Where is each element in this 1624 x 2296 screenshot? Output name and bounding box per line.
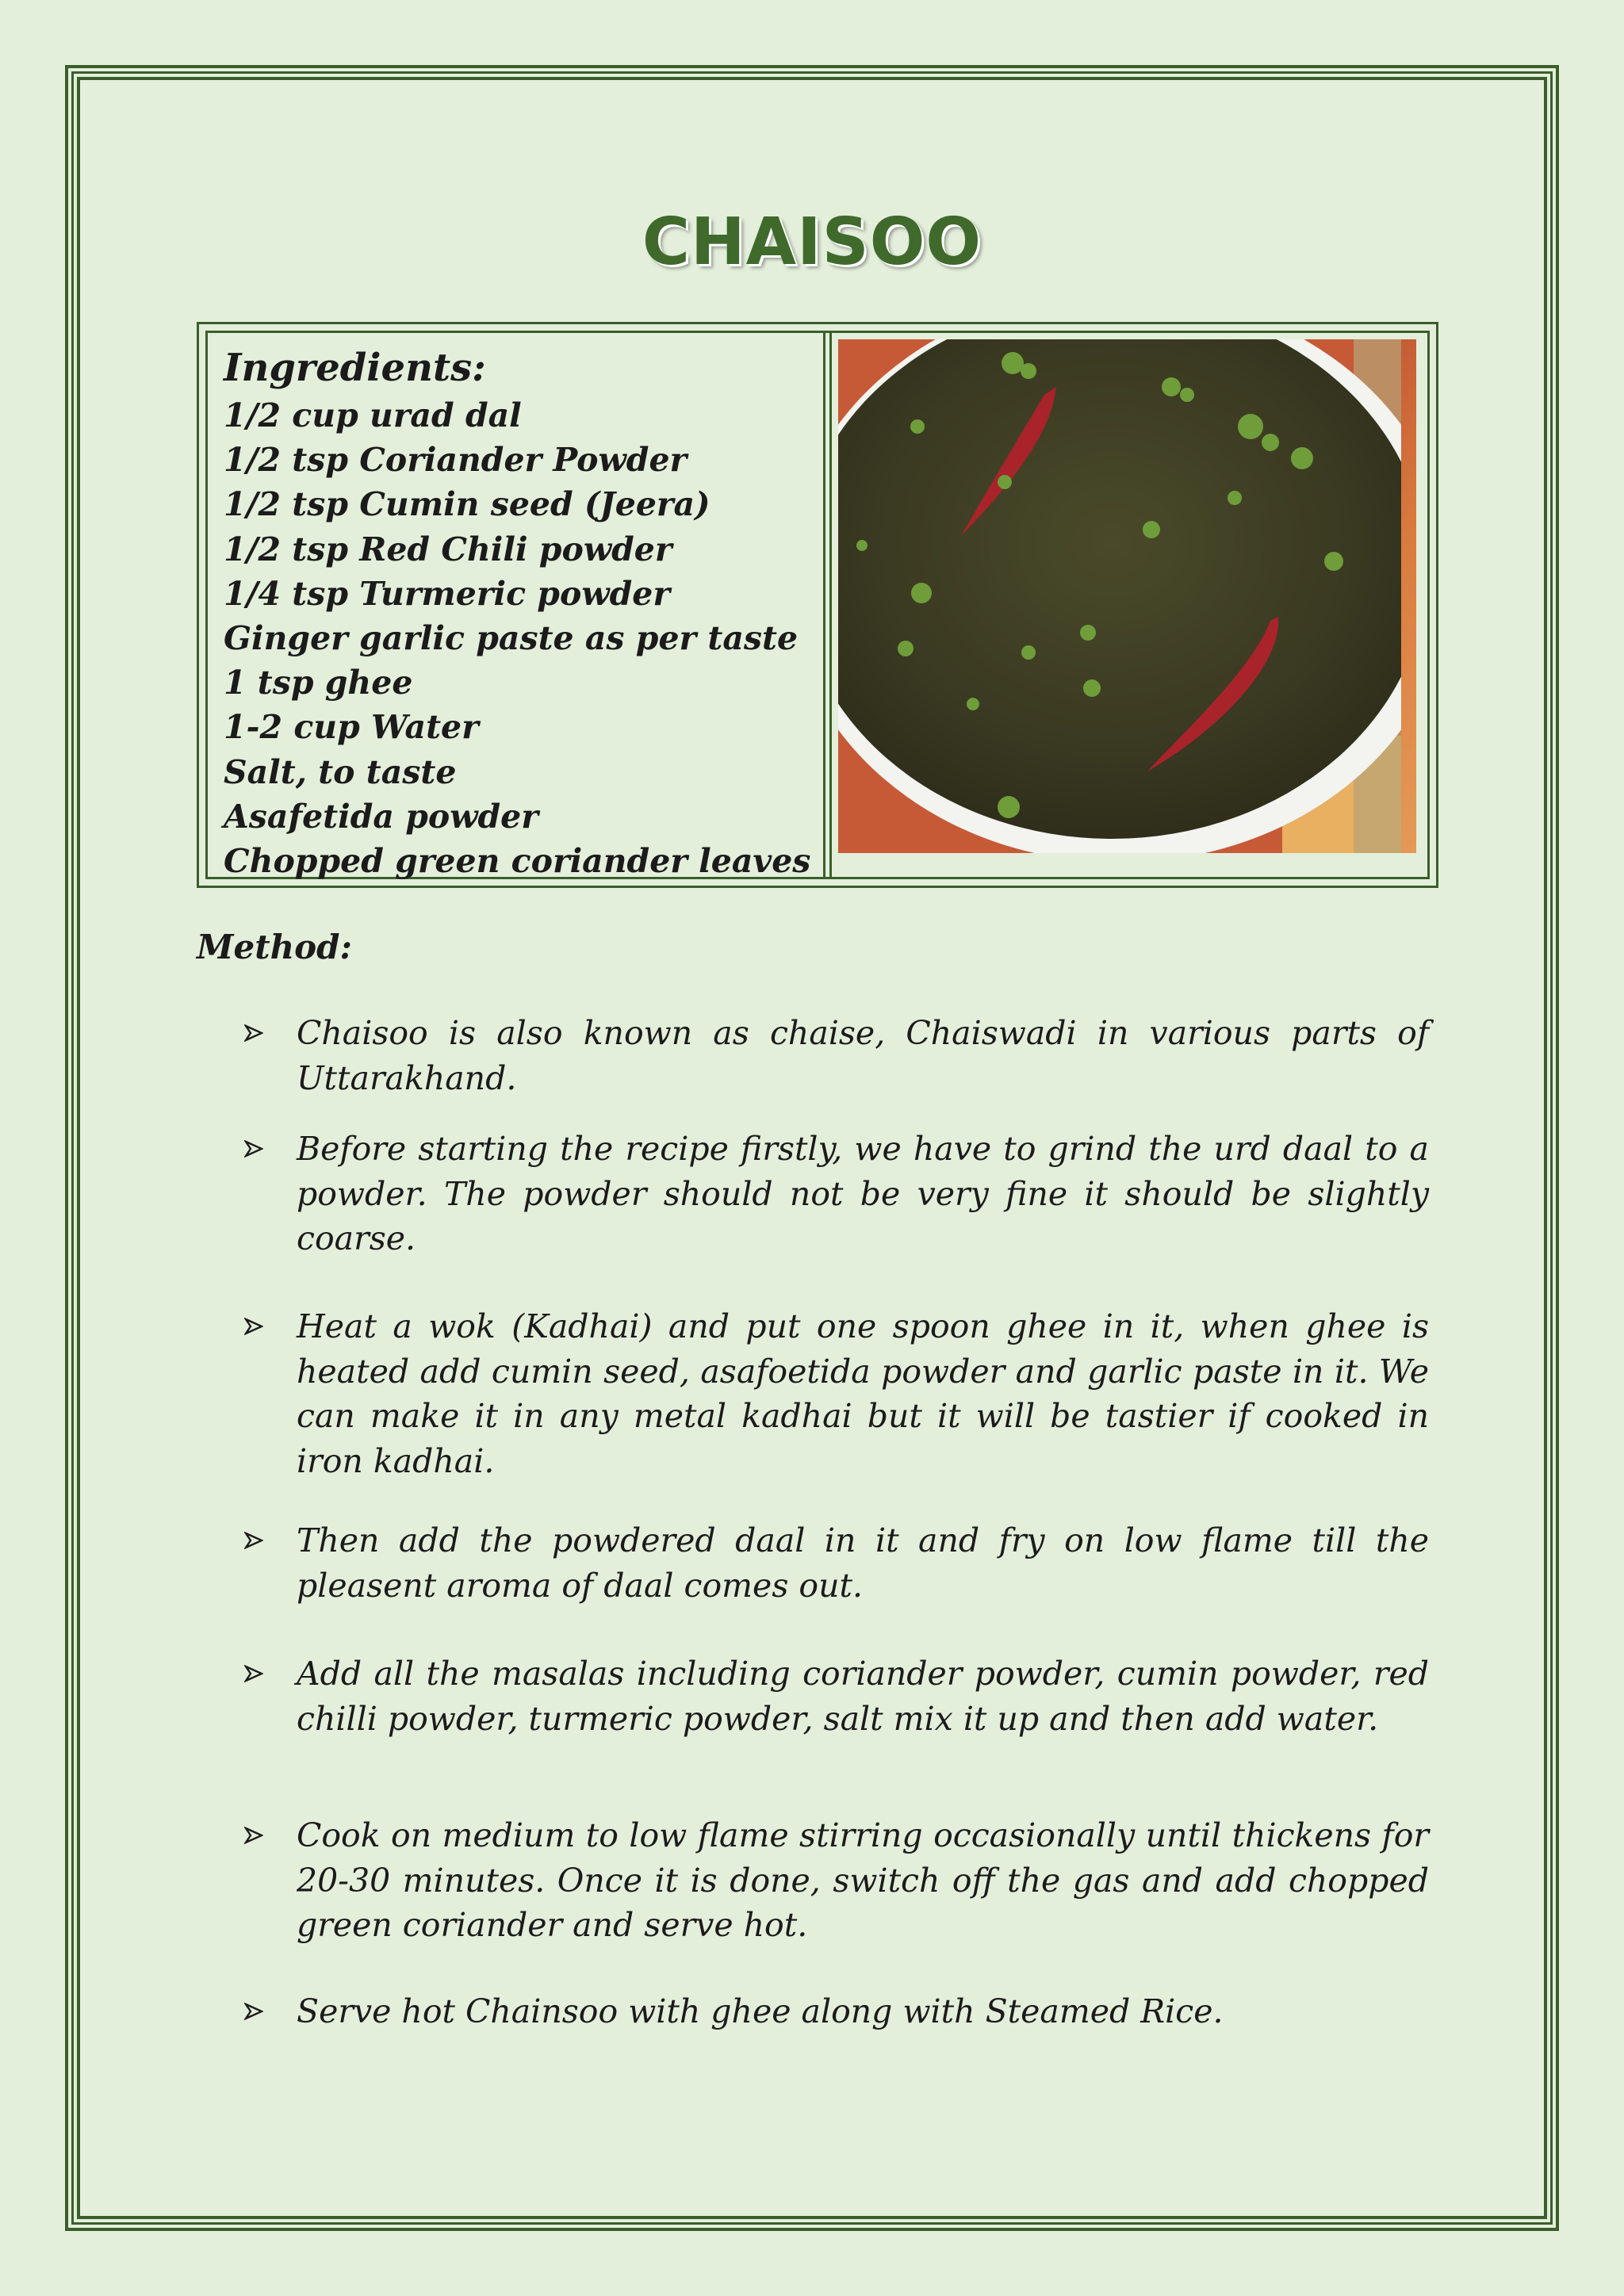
dish-photo [838,339,1416,853]
arrowhead-bullet-icon [244,1532,263,1549]
method-step-text: Serve hot Chainsoo with ghee along with Steamed Rice. [297,1992,1224,2030]
ingredient-item: 1/2 tsp Red Chili powder [224,530,672,568]
page-title-text: CHAISOO [642,205,982,280]
ingredients-cell [208,333,825,881]
method-step [247,1127,1429,1261]
ingredient-item: Chopped green coriander leaves [224,842,811,881]
ingredient-item: 1-2 cup Water [224,708,479,747]
arrowhead-bullet-icon [244,2003,263,2020]
ingredient-item: Asafetida powder [224,797,538,836]
ingredient-item: 1/4 tsp Turmeric powder [224,574,670,613]
ingredient-item: Ginger garlic paste as per taste [224,619,799,658]
ingredient-item: 1/2 cup urad dal [224,396,522,434]
method-step [247,1011,1429,1100]
method-step-text: Cook on medium to low flame stirring occasionally until thickens for 20-30 minutes. Once it is done, switch off the gas and add chopped green coriander and serve hot. [297,1816,1429,1944]
ingredients-table [197,322,1438,888]
arrowhead-bullet-icon [244,1318,263,1335]
method-step [247,1989,1429,2034]
method-step [247,1813,1429,1948]
arrowhead-bullet-icon [244,1665,263,1682]
method-heading: Method: [197,928,353,966]
method-step-text: Add all the masalas including coriander powder, cumin powder, red chilli powder, turmeric powder, salt mix it up and then add water. [297,1655,1429,1738]
method-step-text: Chaisoo is also known as chaise, Chaiswadi in various parts of Uttarakhand. [297,1014,1429,1097]
table-column-divider [825,333,832,877]
method-step [247,1304,1429,1483]
page-title [0,205,1624,280]
chaisoo-bowl-illustration [838,339,1401,853]
method-step-text: Heat a wok (Kadhai) and put one spoon ghee in it, when ghee is heated add cumin seed, asafoetida powder and garlic paste in it. We can make it in any metal kadhai but it will be tastier if cooked in iron kadhai. [297,1307,1429,1480]
ingredient-item: 1/2 tsp Coriander Powder [224,441,688,480]
ingredients-list [224,393,823,883]
ingredient-item: 1 tsp ghee [224,664,413,702]
arrowhead-bullet-icon [244,1140,263,1158]
method-step-text: Then add the powdered daal in it and fry on low flame till the pleasent aroma of daal comes out. [297,1521,1429,1605]
arrowhead-bullet-icon [244,1024,263,1042]
ingredient-item: Salt, to taste [224,752,457,791]
method-step-text: Before starting the recipe firstly, we have to grind the urd daal to a powder. The powder should not be very fine it should be slightly coarse. [297,1130,1429,1257]
method-step [247,1651,1429,1741]
ingredients-table-inner [205,331,1430,879]
ingredient-item: 1/2 tsp Cumin seed (Jeera) [224,485,710,524]
arrowhead-bullet-icon [244,1827,263,1844]
dish-photo-cell [832,333,1427,877]
ingredients-heading: Ingredients: [224,346,486,390]
method-step [247,1518,1429,1608]
